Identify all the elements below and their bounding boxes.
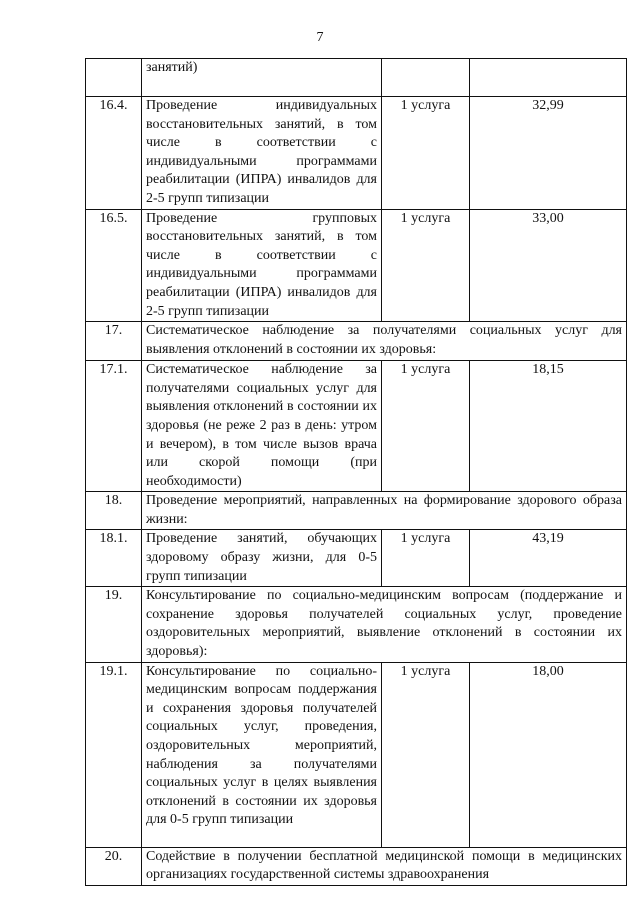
service-description: Проведение занятий, обучающих здоровому образу жизни, для 0-5 групп типизации	[142, 530, 382, 587]
service-description: Консультирование по социально-медицинским вопросам поддержания и сохранения здоровья получателей социальных услуг, проведения, оздоровительных мероприятий, наблюдения за получателями социальных услуг в целях выявления отклонений в состоянии их здоровья для 0-5 групп типизации	[142, 662, 382, 847]
service-unit: 1 услуга	[382, 662, 470, 847]
row-number: 18.1.	[86, 530, 142, 587]
service-price	[470, 59, 627, 97]
row-number: 20.	[86, 847, 142, 885]
section-row	[86, 322, 627, 361]
table-row	[86, 361, 627, 492]
row-number: 16.5.	[86, 209, 142, 322]
service-unit: 1 услуга	[382, 97, 470, 210]
section-description: Проведение мероприятий, направленных на формирование здорового образа жизни:	[142, 492, 627, 530]
section-row	[86, 587, 627, 662]
service-price: 18,00	[470, 662, 627, 847]
row-number: 18.	[86, 492, 142, 530]
service-description: занятий)	[142, 59, 382, 97]
service-description: Проведение групповых восстановительных занятий, в том числе в соответствии с индивидуальными программами реабилитации (ИПРА) инвалидов для 2-5 групп типизации	[142, 209, 382, 322]
service-price: 18,15	[470, 361, 627, 492]
service-unit	[382, 59, 470, 97]
table-row	[86, 662, 627, 847]
section-description: Содействие в получении бесплатной медицинской помощи в медицинских организациях государственной системы здравоохранения	[142, 847, 627, 885]
table-row	[86, 59, 627, 97]
section-description: Консультирование по социально-медицинским вопросам (поддержание и сохранение здоровья получателей социальных услуг, проведение оздоровительных мероприятий, выявление отклонений в состоянии их здоровья):	[142, 587, 627, 662]
row-number: 17.1.	[86, 361, 142, 492]
row-number	[86, 59, 142, 97]
service-description: Проведение индивидуальных восстановительных занятий, в том числе в соответствии с индивидуальными программами реабилитации (ИПРА) инвалидов для 2-5 групп типизации	[142, 97, 382, 210]
table-row	[86, 530, 627, 587]
page-number: 7	[316, 30, 324, 45]
table-row	[86, 97, 627, 210]
service-price: 43,19	[470, 530, 627, 587]
service-price: 32,99	[470, 97, 627, 210]
service-price: 33,00	[470, 209, 627, 322]
section-row	[86, 492, 627, 530]
service-unit: 1 услуга	[382, 209, 470, 322]
service-description: Систематическое наблюдение за получателями социальных услуг для выявления отклонений в состоянии их здоровья (не реже 2 раз в день: утром и вечером), в том числе вызов врача или скорой помощи (при необходимости)	[142, 361, 382, 492]
section-row	[86, 847, 627, 885]
row-number: 19.	[86, 587, 142, 662]
row-number: 17.	[86, 322, 142, 361]
row-number: 19.1.	[86, 662, 142, 847]
services-table	[85, 58, 627, 886]
service-unit: 1 услуга	[382, 361, 470, 492]
section-description: Систематическое наблюдение за получателями социальных услуг для выявления отклонений в состоянии их здоровья:	[142, 322, 627, 361]
table-row	[86, 209, 627, 322]
row-number: 16.4.	[86, 97, 142, 210]
service-unit: 1 услуга	[382, 530, 470, 587]
